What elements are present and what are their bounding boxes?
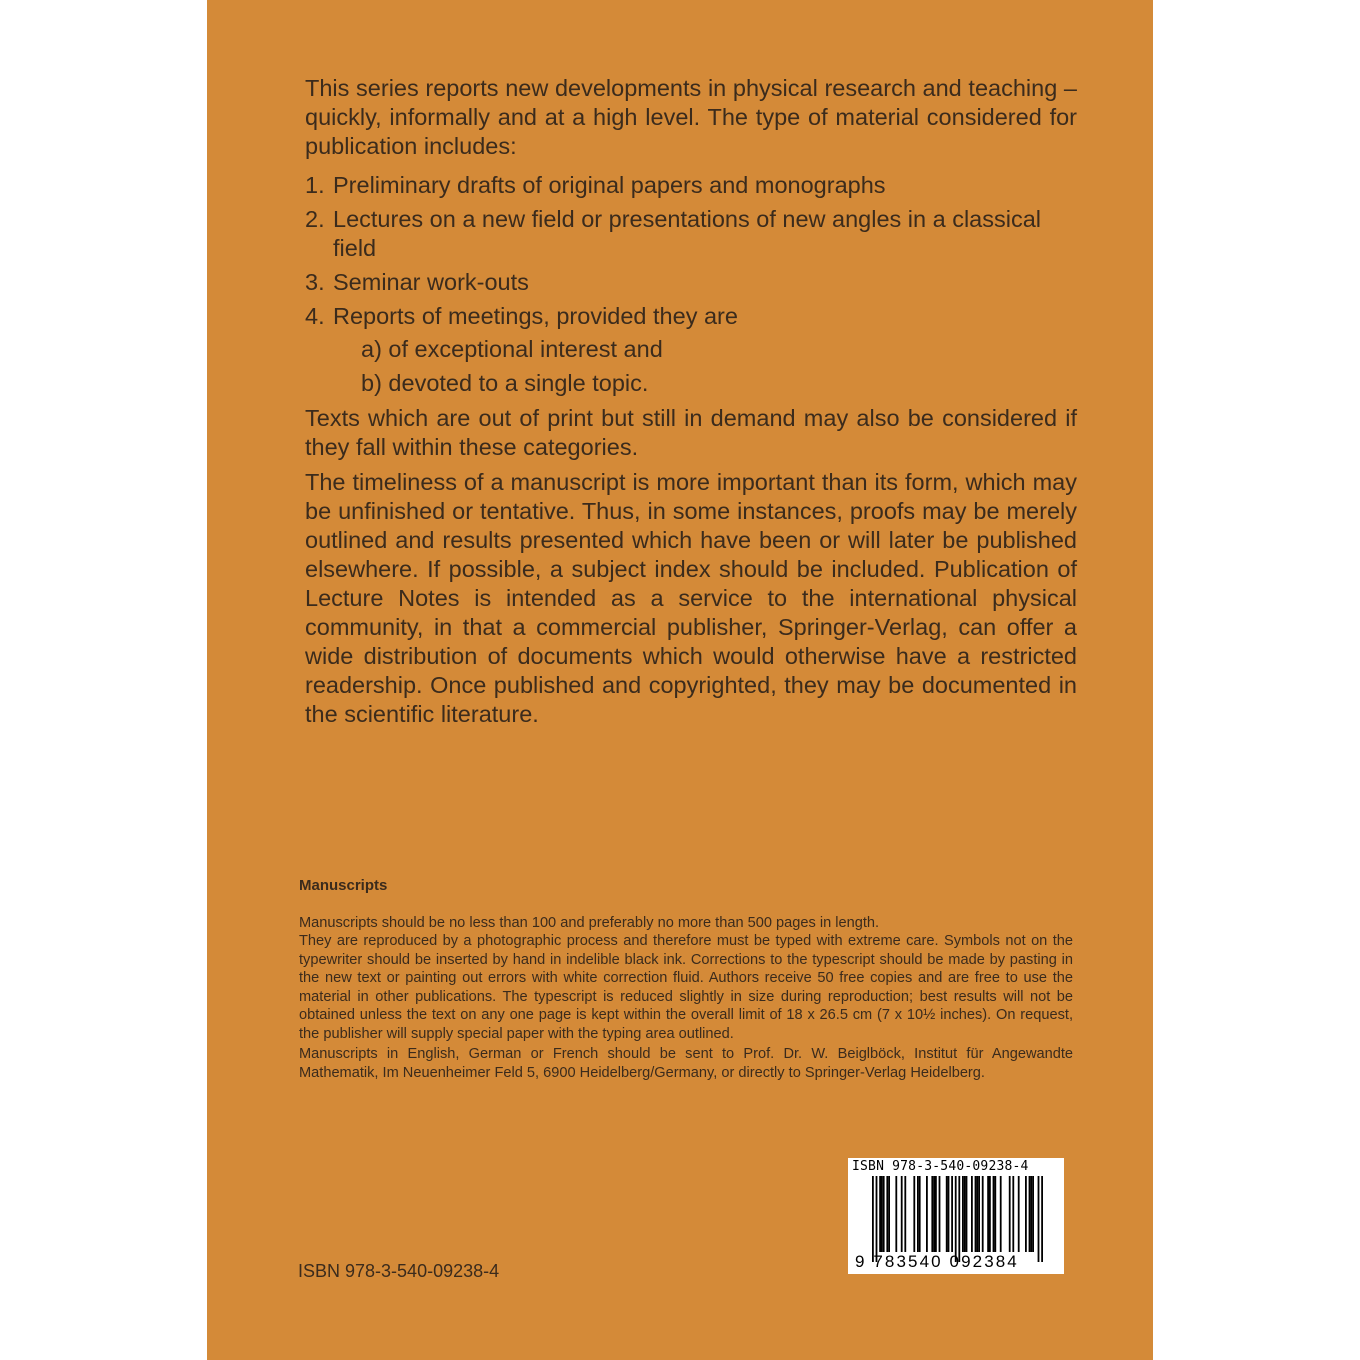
barcode-digits: 9 783540 092384 [855,1252,1019,1271]
barcode-bar [966,1176,968,1252]
barcode-guard-bar [955,1176,957,1262]
barcode-bar [976,1176,978,1252]
barcode-guard-bar [958,1176,960,1262]
barcode-bar [919,1176,921,1252]
barcode-guard-bar [1041,1176,1043,1262]
sub-list-item: b) devoted to a single topic. [361,370,649,396]
list-number: 3. [305,269,325,295]
isbn-text: ISBN 978-3-540-09238-4 [298,1261,500,1281]
barcode-bar [978,1176,980,1252]
barcode-bar [886,1176,888,1252]
list-item [305,302,1077,398]
barcode-bar [1030,1176,1032,1252]
barcode-bar [971,1176,973,1252]
list-number: 2. [305,206,325,232]
barcode-bar [939,1176,941,1252]
timeliness-paragraph: The timeliness of a manuscript is more important than its form, which may be unfinished or tentative. Thus, in some instances, proofs may be merely outlined and results presented which have been or will later be published elsewhere. If possible, a subject index should be included. Publication of Lecture Notes is intended as a service to the international physical community, in that a commercial publisher, Springer-Verlag, can offer a wide distribution of documents which would otherwise have a restricted readership. Once published and copyrighted, they may be documented in the scientific literature. [305,469,1077,727]
sub-list [333,335,1077,398]
barcode-bar [1009,1176,1011,1252]
barcode-bar [946,1176,948,1252]
barcode-bar [879,1176,881,1252]
barcode-bar [901,1176,903,1252]
barcode-bar [883,1176,885,1252]
barcode-bar [975,1176,977,1252]
barcode-bar [926,1176,928,1252]
barcode-bar [1032,1176,1034,1252]
barcode-bar [913,1176,915,1252]
barcode-guard-bar [876,1176,878,1262]
barcode-bar [1029,1176,1031,1252]
list-number: 1. [305,172,325,198]
barcode-bar [933,1176,935,1252]
barcode-guard-bar [872,1176,874,1262]
barcode-bar [881,1176,883,1252]
manuscripts-heading: Manuscripts [299,877,388,894]
list-text: Preliminary drafts of original papers and monographs [333,172,886,198]
barcode-bar [904,1176,906,1252]
back-cover [207,0,1153,1360]
barcode-bar [931,1176,933,1252]
intro-paragraph: This series reports new developments in physical research and teaching – quickly, informally and at a high level. The type of material considered for publication includes: [305,75,1077,159]
material-list [305,171,1077,398]
barcode-bar [987,1176,989,1252]
barcode-label [848,1158,1064,1274]
barcode-bar [1000,1176,1002,1252]
barcode-bar [917,1176,919,1252]
manuscripts-section [299,877,1073,1082]
barcode-bar [895,1176,897,1252]
barcode-guard-bar [1038,1176,1040,1262]
manuscripts-address-paragraph: Manuscripts in English, German or French should be sent to Prof. Dr. W. Beiglböck, Institut für Angewandte Mathematik, Im Neuenheimer Feld 5, 6900 Heidelberg/Germany, or directly to Springer-Verlag Heidelberg. [299,1046,1073,1081]
barcode-bar [989,1176,991,1252]
barcode-isbn: ISBN 978-3-540-09238-4 [852,1159,1029,1174]
barcode-bar [964,1176,966,1252]
manuscripts-length-paragraph: Manuscripts should be no less than 100 and preferably no more than 500 pages in length. [299,914,880,931]
barcode-bar [951,1176,953,1252]
barcode-bar [935,1176,937,1252]
list-item [305,268,1077,297]
manuscripts-typing-paragraph: They are reproduced by a photographic process and therefore must be typed with extreme care. Symbols not on the typewriter should be inserted by hand in indelible black ink. Corrections to the typescript should be made by pasting in the new text or painting out errors with white correction fluid. Authors receive 50 free copies and are free to use the material in other publications. The typescript is reduced slightly in size during reproduction; best results will not be obtained unless the text on any one page is kept within the overall limit of 18 x 26.5 cm (7 x 10½ inches). On request, the publisher will supply special paper with the typing area outlined. [299,933,1073,1042]
list-text: Reports of meetings, provided they are [333,303,738,329]
barcode-bar [962,1176,964,1252]
list-text: Lectures on a new field or presentations of new angles in a classical field [333,206,1042,261]
out-of-print-paragraph: Texts which are out of print but still in demand may also be considered if they fall within these categories. [305,405,1077,460]
list-text: Seminar work-outs [333,269,529,295]
barcode-bar [994,1176,996,1252]
series-description [305,74,1077,729]
list-item [305,205,1077,263]
barcode-bar [948,1176,950,1252]
list-number: 4. [305,303,325,329]
barcode-bar [982,1176,984,1252]
barcode-bar [1012,1176,1014,1252]
barcode-bar [1025,1176,1027,1252]
barcode-bar [1018,1176,1020,1252]
barcode-bar [888,1176,890,1252]
sub-list-item: a) of exceptional interest and [361,336,663,362]
list-item [305,171,1077,200]
barcode-bar [993,1176,995,1252]
